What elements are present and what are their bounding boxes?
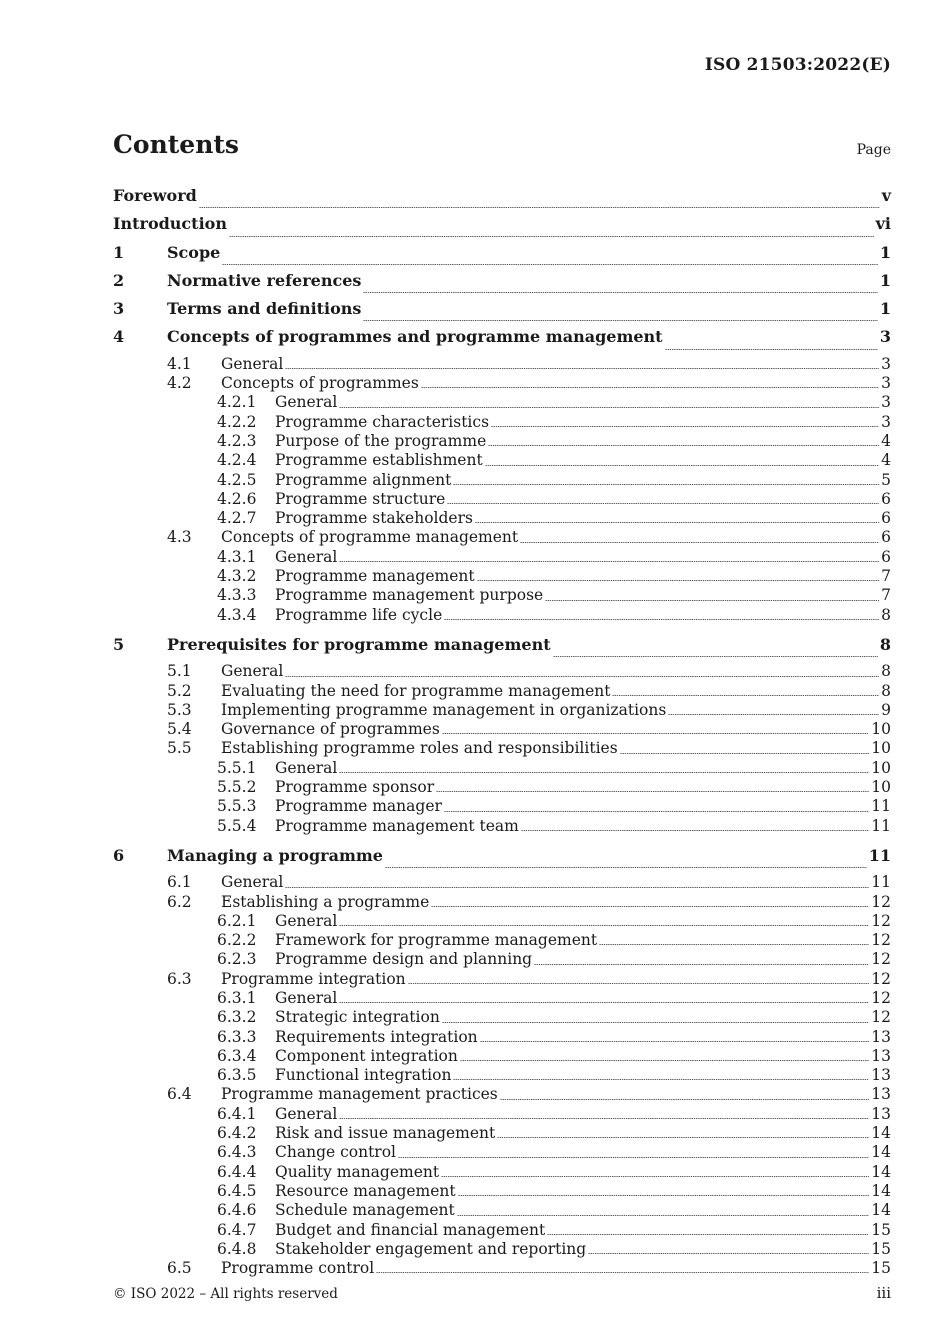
dot-leader	[534, 964, 869, 965]
dot-leader	[339, 407, 879, 408]
dot-leader	[363, 320, 877, 321]
toc-entry[interactable]	[113, 701, 891, 720]
page-title: Contents	[113, 130, 240, 159]
toc-entry[interactable]	[113, 1066, 891, 1085]
toc-entry[interactable]	[113, 242, 891, 270]
dot-leader	[385, 867, 867, 868]
toc-entry-number: 4.2.6	[217, 489, 257, 508]
toc-entry-page: 8	[881, 605, 891, 624]
toc-entry-title: Risk and issue management	[275, 1124, 496, 1143]
toc-entry-title: Introduction	[113, 214, 227, 234]
dot-leader	[447, 503, 879, 504]
toc-entry-page: 12	[871, 892, 891, 911]
toc-entry-page: 10	[871, 739, 891, 758]
toc-entry[interactable]	[113, 817, 891, 836]
toc-entry-page: 4	[881, 431, 891, 450]
toc-entry[interactable]	[113, 586, 891, 605]
toc-entry-title: Strategic integration	[275, 1008, 440, 1027]
toc-entry-number: 5.5.3	[217, 797, 257, 816]
dot-leader	[444, 811, 869, 812]
toc-entry[interactable]	[113, 1163, 891, 1182]
toc-entry[interactable]	[113, 739, 891, 758]
toc-entry-title: Change control	[275, 1143, 397, 1162]
toc-entry-title: General	[275, 547, 338, 566]
toc-entry-title: Managing a programme	[167, 845, 383, 865]
toc-entry-number: 6.2.1	[217, 911, 257, 930]
toc-entry-title: Resource management	[275, 1181, 456, 1200]
toc-entry-page: 14	[871, 1201, 891, 1220]
toc-entry-page: v	[881, 186, 891, 205]
dot-leader	[491, 426, 879, 427]
toc-entry-number: 6.4.3	[217, 1143, 257, 1162]
toc-entry-number: 4.2.3	[217, 431, 257, 450]
toc-entry-number: 4.2.1	[217, 393, 257, 412]
toc-entry[interactable]	[113, 1240, 891, 1259]
toc-entry-title: General	[221, 354, 284, 373]
toc-entry-page: 1	[879, 242, 891, 262]
toc-entry-title: Component integration	[275, 1046, 458, 1065]
toc-entry-page: 11	[871, 816, 891, 835]
toc-entry-page: 12	[871, 931, 891, 950]
toc-entry[interactable]	[113, 970, 891, 989]
dot-leader	[431, 906, 869, 907]
toc-entry-number: 5.1	[167, 662, 192, 681]
copyright-footer: © ISO 2022 – All rights reserved	[113, 1286, 338, 1302]
toc-entry-number: 6.2.3	[217, 950, 257, 969]
dot-leader	[285, 368, 879, 369]
dot-leader	[497, 1137, 869, 1138]
dot-leader	[475, 522, 879, 523]
toc-entry[interactable]	[113, 509, 891, 528]
toc-entry-title: Framework for programme management	[275, 931, 598, 950]
toc-entry-title: Scope	[167, 242, 221, 262]
dot-leader	[339, 1118, 869, 1119]
toc-entry-title: Programme manager	[275, 797, 442, 816]
dot-leader	[480, 1041, 870, 1042]
toc-entry-page: 15	[871, 1259, 891, 1278]
toc-entry-page: 6	[881, 509, 891, 528]
toc-entry[interactable]	[113, 393, 891, 412]
toc-entry-title: Concepts of programme management	[221, 528, 519, 547]
toc-entry[interactable]	[113, 989, 891, 1008]
toc-entry-title: Stakeholder engagement and reporting	[275, 1239, 587, 1258]
toc-entry-number: 4.3.1	[217, 547, 257, 566]
toc-entry-title: Foreword	[113, 186, 197, 205]
toc-entry[interactable]	[113, 1008, 891, 1027]
dot-leader	[588, 1253, 869, 1254]
toc-entry-number: 6.3.5	[217, 1066, 257, 1085]
toc-entry-number: 6.3.1	[217, 988, 257, 1007]
toc-entry-page: 3	[881, 374, 891, 393]
page-column-label: Page	[856, 142, 891, 158]
toc-entry-title: Programme control	[221, 1259, 375, 1278]
dot-leader	[453, 1079, 869, 1080]
toc-entry-number: 5.5.1	[217, 758, 257, 777]
toc-entry-page: 13	[871, 1104, 891, 1123]
toc-entry-page: 3	[879, 327, 891, 347]
table-of-contents	[113, 185, 891, 1278]
document-id: ISO 21503:2022(E)	[704, 55, 891, 75]
toc-entry-page: 6	[881, 528, 891, 547]
toc-entry-page: 14	[871, 1124, 891, 1143]
toc-entry-number: 6.1	[167, 873, 192, 892]
toc-entry[interactable]	[113, 797, 891, 816]
toc-entry-number: 4.2.5	[217, 470, 257, 489]
toc-entry[interactable]	[113, 682, 891, 701]
toc-entry-page: 14	[871, 1143, 891, 1162]
toc-entry-number: 5	[113, 634, 125, 654]
toc-entry-page: 10	[871, 778, 891, 797]
toc-entry[interactable]	[113, 759, 891, 778]
toc-entry-title: General	[221, 662, 284, 681]
dot-leader	[444, 619, 879, 620]
toc-entry-page: 7	[881, 586, 891, 605]
toc-entry-title: Schedule management	[275, 1201, 455, 1220]
dot-leader	[477, 580, 880, 581]
toc-entry-title: Programme life cycle	[275, 605, 443, 624]
dot-leader	[285, 887, 869, 888]
toc-entry-number: 2	[113, 270, 125, 290]
toc-entry-number: 6.3.3	[217, 1027, 257, 1046]
toc-entry-number: 6.2	[167, 892, 192, 911]
toc-entry-number: 4.2.2	[217, 412, 257, 431]
toc-entry-number: 5.3	[167, 700, 192, 719]
toc-entry-title: Terms and definitions	[167, 299, 362, 319]
dot-leader	[612, 695, 879, 696]
dot-leader	[199, 207, 880, 208]
toc-entry[interactable]	[113, 270, 891, 298]
toc-entry[interactable]	[113, 1124, 891, 1143]
toc-entry-page: 12	[871, 988, 891, 1007]
toc-entry[interactable]	[113, 662, 891, 681]
dot-leader	[665, 349, 878, 350]
toc-entry[interactable]	[113, 567, 891, 586]
toc-entry-title: Programme management	[275, 567, 475, 586]
toc-entry-number: 5.5.4	[217, 816, 257, 835]
dot-leader	[339, 772, 869, 773]
toc-entry-title: Programme management team	[275, 816, 519, 835]
toc-entry-number: 5.5	[167, 739, 192, 758]
toc-entry-number: 4.3	[167, 528, 192, 547]
toc-entry-title: Programme design and planning	[275, 950, 533, 969]
toc-entry[interactable]	[113, 912, 891, 931]
toc-entry-title: Programme management practices	[221, 1085, 498, 1104]
dot-leader	[436, 791, 869, 792]
toc-entry-page: 10	[871, 720, 891, 739]
toc-entry-title: Requirements integration	[275, 1027, 478, 1046]
toc-entry-number: 6.3.2	[217, 1008, 257, 1027]
dot-leader	[363, 292, 877, 293]
dot-leader	[339, 561, 879, 562]
toc-entry-number: 6.4.5	[217, 1181, 257, 1200]
dot-leader	[285, 676, 879, 677]
toc-entry[interactable]	[113, 490, 891, 509]
toc-entry-number: 6.4.6	[217, 1201, 257, 1220]
toc-entry-page: 14	[871, 1162, 891, 1181]
toc-entry-page: 11	[868, 845, 891, 865]
toc-entry-title: Programme management purpose	[275, 586, 544, 605]
toc-entry[interactable]	[113, 845, 891, 873]
toc-entry[interactable]	[113, 213, 891, 241]
dot-leader	[620, 753, 870, 754]
dot-leader	[229, 236, 874, 237]
dot-leader	[520, 542, 879, 543]
toc-entry-number: 4.2.4	[217, 451, 257, 470]
toc-entry-page: vi	[875, 214, 891, 234]
toc-entry-number: 4.3.4	[217, 605, 257, 624]
toc-entry-number: 4.1	[167, 354, 192, 373]
toc-entry-title: Concepts of programmes and programme management	[167, 327, 663, 347]
toc-entry-number: 5.4	[167, 720, 192, 739]
toc-entry-title: General	[275, 988, 338, 1007]
toc-entry-number: 5.2	[167, 681, 192, 700]
toc-entry[interactable]	[113, 528, 891, 547]
toc-entry-title: Establishing a programme	[221, 892, 430, 911]
toc-entry-page: 15	[871, 1239, 891, 1258]
toc-entry-page: 11	[871, 873, 891, 892]
toc-entry-number: 3	[113, 299, 125, 319]
dot-leader	[547, 1234, 869, 1235]
toc-entry[interactable]	[113, 720, 891, 739]
dot-leader	[485, 465, 879, 466]
toc-entry-number: 6.3	[167, 969, 192, 988]
toc-entry-number: 6	[113, 845, 125, 865]
toc-entry[interactable]	[113, 1221, 891, 1240]
toc-entry-title: Quality management	[275, 1162, 440, 1181]
toc-entry-page: 8	[879, 634, 891, 654]
toc-entry-page: 5	[881, 470, 891, 489]
toc-entry-page: 1	[879, 299, 891, 319]
toc-entry-page: 15	[871, 1220, 891, 1239]
toc-entry[interactable]	[113, 355, 891, 374]
toc-entry-page: 10	[871, 758, 891, 777]
dot-leader	[442, 1022, 869, 1023]
toc-entry-number: 5.5.2	[217, 778, 257, 797]
toc-entry-number: 6.4	[167, 1085, 192, 1104]
toc-entry-title: Budget and financial management	[275, 1220, 546, 1239]
toc-entry[interactable]	[113, 451, 891, 470]
toc-entry-page: 12	[871, 950, 891, 969]
toc-entry-page: 12	[871, 1008, 891, 1027]
toc-entry-title: Normative references	[167, 270, 362, 290]
toc-entry-page: 6	[881, 547, 891, 566]
toc-entry-page: 1	[879, 270, 891, 290]
toc-entry-page: 14	[871, 1181, 891, 1200]
toc-entry-page: 13	[871, 1066, 891, 1085]
toc-entry[interactable]	[113, 634, 891, 662]
toc-entry[interactable]	[113, 606, 891, 625]
toc-entry[interactable]	[113, 432, 891, 451]
toc-entry-number: 6.4.4	[217, 1162, 257, 1181]
dot-leader	[339, 1002, 869, 1003]
toc-entry[interactable]	[113, 1143, 891, 1162]
toc-entry-title: Functional integration	[275, 1066, 452, 1085]
toc-entry-page: 8	[881, 681, 891, 700]
toc-entry-number: 6.4.2	[217, 1124, 257, 1143]
toc-entry-title: Programme characteristics	[275, 412, 490, 431]
toc-entry-number: 6.5	[167, 1259, 192, 1278]
dot-leader	[398, 1157, 869, 1158]
toc-entry[interactable]	[113, 1028, 891, 1047]
dot-leader	[421, 387, 879, 388]
toc-entry-title: Programme stakeholders	[275, 509, 473, 528]
toc-entry-title: General	[275, 911, 338, 930]
toc-entry-number: 6.4.1	[217, 1104, 257, 1123]
toc-entry-title: Programme establishment	[275, 451, 483, 470]
dot-leader	[488, 445, 879, 446]
toc-entry-title: General	[275, 1104, 338, 1123]
dot-leader	[500, 1099, 870, 1100]
dot-leader	[521, 830, 869, 831]
dot-leader	[408, 983, 870, 984]
dot-leader	[545, 600, 879, 601]
toc-entry[interactable]	[113, 1201, 891, 1220]
toc-entry-number: 6.4.7	[217, 1220, 257, 1239]
toc-entry-title: Prerequisites for programme management	[167, 634, 551, 654]
toc-entry-page: 13	[871, 1046, 891, 1065]
toc-entry-title: Programme integration	[221, 969, 406, 988]
toc-entry[interactable]	[113, 931, 891, 950]
toc-entry-number: 6.4.8	[217, 1239, 257, 1258]
page-number: iii	[876, 1284, 891, 1302]
toc-entry[interactable]	[113, 298, 891, 326]
dot-leader	[458, 1195, 870, 1196]
dot-leader	[460, 1060, 869, 1061]
toc-entry-number: 4	[113, 327, 125, 347]
toc-entry-title: Establishing programme roles and responsibilities	[221, 739, 618, 758]
toc-entry[interactable]	[113, 413, 891, 432]
dot-leader	[599, 944, 869, 945]
toc-entry-number: 6.2.2	[217, 931, 257, 950]
toc-entry-page: 7	[881, 567, 891, 586]
toc-entry[interactable]	[113, 1182, 891, 1201]
toc-entry-page: 11	[871, 797, 891, 816]
toc-entry-page: 3	[881, 354, 891, 373]
toc-entry-number: 6.3.4	[217, 1046, 257, 1065]
toc-entry-title: General	[275, 758, 338, 777]
toc-entry-title: Evaluating the need for programme management	[221, 681, 611, 700]
toc-entry-title: Implementing programme management in organizations	[221, 700, 667, 719]
toc-entry[interactable]	[113, 873, 891, 892]
toc-entry-page: 13	[871, 1085, 891, 1104]
dot-leader	[453, 484, 879, 485]
toc-entry[interactable]	[113, 950, 891, 969]
toc-entry-page: 3	[881, 393, 891, 412]
dot-leader	[457, 1215, 870, 1216]
toc-entry-title: Programme alignment	[275, 470, 452, 489]
toc-entry[interactable]	[113, 1105, 891, 1124]
toc-entry-page: 12	[871, 969, 891, 988]
dot-leader	[442, 733, 869, 734]
dot-leader	[668, 714, 879, 715]
toc-entry-number: 4.3.2	[217, 567, 257, 586]
dot-leader	[339, 925, 869, 926]
toc-entry-page: 4	[881, 451, 891, 470]
toc-entry-title: Programme sponsor	[275, 778, 435, 797]
toc-entry-title: Purpose of the programme	[275, 431, 487, 450]
toc-entry-number: 4.2.7	[217, 509, 257, 528]
toc-entry-page: 3	[881, 412, 891, 431]
toc-entry-number: 1	[113, 242, 125, 262]
toc-entry-title: General	[221, 873, 284, 892]
toc-entry[interactable]	[113, 893, 891, 912]
toc-entry-title: Programme structure	[275, 489, 446, 508]
toc-entry[interactable]	[113, 548, 891, 567]
toc-entry-title: General	[275, 393, 338, 412]
toc-entry-number: 4.2	[167, 374, 192, 393]
toc-entry[interactable]	[113, 185, 891, 213]
toc-entry-number: 4.3.3	[217, 586, 257, 605]
toc-entry[interactable]	[113, 778, 891, 797]
toc-entry-page: 9	[881, 700, 891, 719]
toc-entry[interactable]	[113, 471, 891, 490]
toc-entry[interactable]	[113, 1259, 891, 1278]
toc-entry-page: 12	[871, 911, 891, 930]
dot-leader	[441, 1176, 869, 1177]
toc-entry[interactable]	[113, 326, 891, 354]
dot-leader	[222, 264, 878, 265]
toc-entry-page: 8	[881, 662, 891, 681]
dot-leader	[553, 656, 878, 657]
toc-entry[interactable]	[113, 374, 891, 393]
toc-entry[interactable]	[113, 1047, 891, 1066]
toc-entry-page: 6	[881, 489, 891, 508]
toc-entry-page: 13	[871, 1027, 891, 1046]
toc-entry-title: Concepts of programmes	[221, 374, 419, 393]
dot-leader	[376, 1272, 869, 1273]
toc-entry-title: Governance of programmes	[221, 720, 440, 739]
toc-entry[interactable]	[113, 1085, 891, 1104]
